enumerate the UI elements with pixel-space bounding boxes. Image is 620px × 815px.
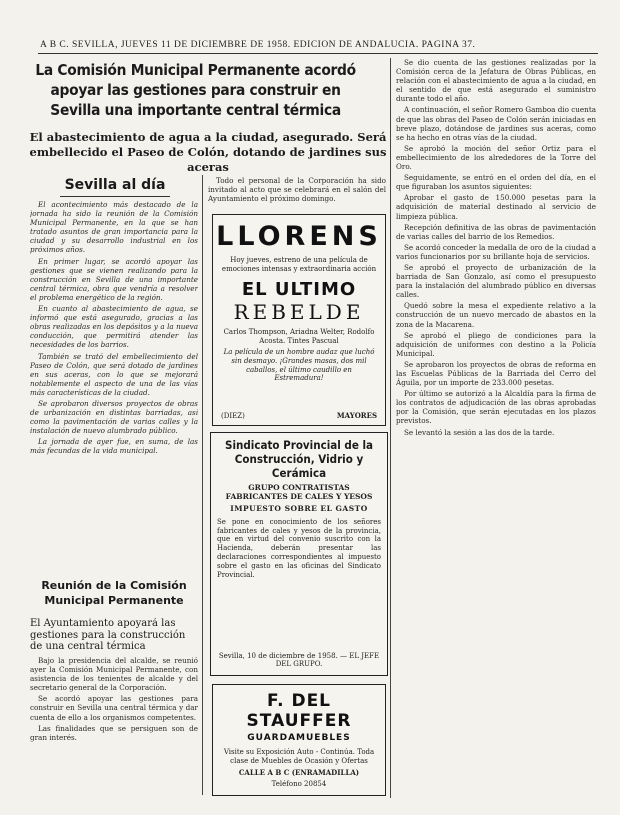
paragraph: La jornada de ayer fue, en suma, de las más fecundas de la vida municipal.: [30, 437, 198, 456]
reunion-lead: [30, 618, 198, 652]
stauffer-phone: Teléfono 20854: [271, 779, 327, 788]
stauffer-body: Visite su Exposición Auto - Continúa. Toda clase de Muebles de Ocasión y Ofertas: [223, 748, 375, 765]
paragraph: Se acordó apoyar las gestiones para construir en Sevilla una central térmica y dar cuenta de ello a los organismos competentes.: [30, 694, 198, 722]
paragraph: Recepción definitiva de las obras de pavimentación de varias calles del barrio de los Remedios.: [396, 222, 596, 241]
paragraph: Todo el personal de la Corporación ha sido invitado al acto que se celebrará en el salón del Ayuntamiento el próximo domingo.: [208, 176, 386, 204]
paragraph: Por último se autorizó a la Alcaldía para la firma de los contratos de adjudicación de las obras aprobadas por la Comisión, que serán ejecutadas en los plazos previstos.: [396, 389, 596, 426]
paragraph: Se aprobó el pliego de condiciones para la adquisición de uniformes con destino a la Policía Municipal.: [396, 330, 596, 358]
lead-paragraph: El Ayuntamiento apoyará las gestiones para la construcción de una central térmica: [30, 618, 186, 652]
paragraph: Las finalidades que se persiguen son de gran interés.: [30, 723, 198, 742]
section-title-sevilla-al-dia: Sevilla al día: [64, 177, 166, 193]
sindicato-title: Sindicato Provincial de la Construcción, Vidrio y Cerámica: [225, 438, 373, 480]
paragraph: Se levantó la sesión a las dos de la tarde.: [404, 427, 555, 437]
paragraph: Se aprobó el proyecto de urbanización de la barriada de San Gonzalo, así como el presupuesto para la instalación del alumbrado público en diversas calles.: [396, 262, 596, 300]
section-title-reunion: Reunión de la Comisión Municipal Permanente: [41, 579, 187, 607]
paragraph: Seguidamente, se entró en el orden del día, en el que figuraban los asuntos siguientes:: [396, 173, 596, 192]
paragraph: También se trató del embellecimiento del Paseo de Colón, que será dotado de jardines en sus aceras, con lo que se mejorará notablemente el aspecto de una de las vías más características de la ciudad.: [30, 351, 198, 397]
stauffer-ad: [212, 684, 386, 796]
paragraph: Quedó sobre la mesa el expediente relativo a la construcción de un nuevo mercado de abastos en la zona de la Macarena.: [396, 301, 596, 329]
sindicato-notice: [210, 432, 388, 676]
sevilla-al-dia-body: [30, 200, 198, 560]
column-rule-left: [202, 175, 203, 795]
page-header: A B C. SEVILLA, JUEVES 11 DE DICIEMBRE DE 1958. EDICION DE ANDALUCIA. PAGINA 37.: [40, 40, 476, 50]
film-title-line1: EL ULTIMO: [241, 279, 357, 301]
column-rule-right: [390, 58, 391, 798]
right-column-body: [396, 58, 596, 798]
film-audience-label: MAYORES: [336, 411, 377, 420]
paragraph: Se dio cuenta de las gestiones realizadas por la Comisión cerca de la Jefatura de Obras Públicas, en relación con el abastecimiento de agua a la ciudad, en el sentido de que está asegurado el suministro durante todo el año.: [396, 58, 596, 104]
sindicato-heading: IMPUESTO SOBRE EL GASTO: [230, 504, 368, 514]
sindicato-subtitle: GRUPO CONTRATISTAS FABRICANTES DE CALES Y YESOS: [225, 483, 373, 501]
llorens-cinema-ad: [212, 214, 386, 426]
paragraph: Se acordó conceder la medalla de oro de la ciudad a varios funcionarios por su brillante hoja de servicios.: [396, 242, 596, 261]
stauffer-subtitle: GUARDAMUEBLES: [247, 733, 351, 743]
stauffer-address: CALLE A B C (ENRAMADILLA): [238, 768, 360, 778]
film-title-line2: REBELDE: [233, 300, 365, 325]
paragraph: Aprobar el gasto de 150.000 pesetas para la adquisición de material destinado al servicio de limpieza pública.: [396, 193, 596, 221]
main-subhead: El abastecimiento de agua a la ciudad, asegurado. Será embellecido el Paseo de Colón, dotando de jardines sus aceras: [29, 130, 387, 174]
reunion-body: [30, 656, 198, 801]
paragraph: A continuación, el señor Romero Gamboa dio cuenta de que las obras del Paseo de Colón serán iniciadas en breve plazo, dotándose de jardines sus aceras, como se ha hecho en otras vías de la ciudad.: [396, 105, 596, 142]
paragraph: Se aprobó la moción del señor Ortiz para el embellecimiento de los alrededores de la Torre del Oro.: [396, 143, 596, 172]
llorens-brand: LLORENS: [216, 221, 382, 252]
paragraph: En primer lugar, se acordó apoyar las gestiones que se vienen realizando para la construcción en Sevilla de una importante central térmica, obra que vendría a resolver el problema energético de la región.: [30, 256, 198, 302]
main-headline: La Comisión Municipal Permanente acordó apoyar las gestiones para construir en Sevilla una importante central térmica: [35, 61, 356, 119]
film-rating: (DIEZ): [221, 412, 245, 420]
llorens-intro: Hoy jueves, estreno de una película de emociones intensas y extraordinaria acción: [221, 256, 377, 273]
film-cast: Carlos Thompson, Ariadna Welter, Rodolfo Acosta. Tintes Pascual: [223, 328, 375, 345]
sindicato-body: Se pone en conocimiento de los señores fabricantes de cales y yesos de la provincia, que en virtud del convenio suscrito con la Hacienda, deberán presentar las declaraciones correspondientes al impuesto sobre el gasto en las oficinas del Sindicato Provincial.: [217, 517, 381, 579]
middle-column-text: [208, 176, 386, 212]
paragraph: Se aprobaron los proyectos de obras de reforma en las Escuelas Públicas de la Barriada del Cerro del Águila, por un importe de 233.000 pesetas.: [396, 359, 596, 388]
film-tagline: La película de un hombre audaz que luchó sin desmayo. ¡Grandes masas, dos mil caballos, el último caudillo en Estremadura!: [223, 348, 375, 383]
paragraph: Bajo la presidencia del alcalde, se reunió ayer la Comisión Municipal Permanente, con asistencia de los tenientes de alcalde y del secretario general de la Corporación.: [30, 656, 198, 693]
paragraph: En cuanto al abastecimiento de agua, se informó que está asegurado, gracias a las obras realizadas en los depósitos y a la nueva conducción, que permitirá atender las necesidades de los barrios.: [30, 304, 198, 350]
paragraph: El acontecimiento más destacado de la jornada ha sido la reunión de la Comisión Municipal Permanente, en la que se han tratado asuntos de gran importancia para la ciudad y su desarrollo industrial en los próximos años.: [30, 200, 198, 255]
paragraph: Se aprobaron diversos proyectos de obras de urbanización en distintas barriadas, así como la pavimentación de varias calles y la instalación de nuevo alumbrado público.: [30, 398, 198, 436]
sindicato-footer: Sevilla, 10 de diciembre de 1958. — EL JEFE DEL GRUPO.: [218, 651, 380, 669]
stauffer-title: F. DEL STAUFFER: [246, 691, 352, 731]
section-underline: [60, 196, 170, 197]
header-rule: [38, 53, 598, 54]
